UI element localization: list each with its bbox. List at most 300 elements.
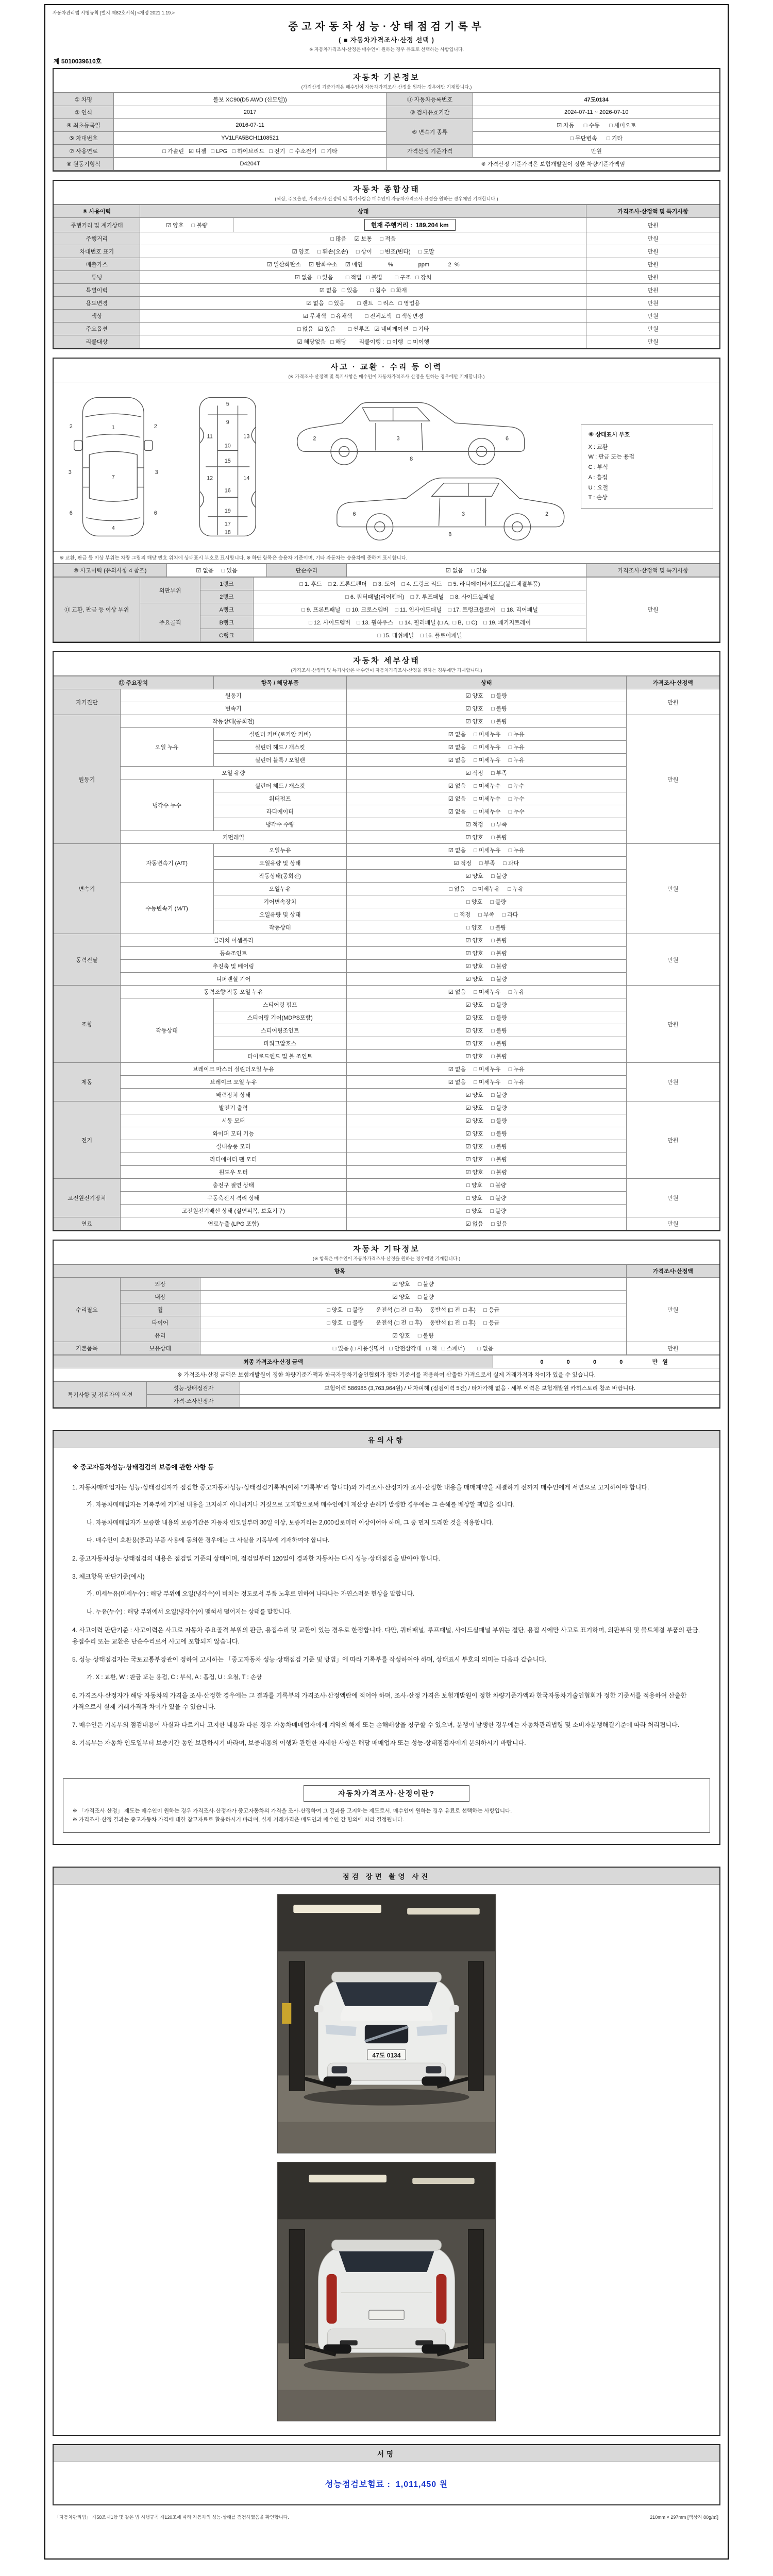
spacer [53,1417,720,1430]
photo-list [54,1885,719,2435]
document-page [44,4,729,2560]
checkbox-cell[interactable]: ☑ 양호 □ 불량 [346,1089,626,1101]
group-self-diagnosis: 자기진단 [54,689,120,715]
group-basic-items: 기본품목 [54,1342,120,1355]
checkbox-cell[interactable]: □ 적정 □ 부족 □ 과다 [346,908,626,921]
cell: 만원 [586,218,719,232]
cell: 동력조향 작동 오일 누유 [120,986,346,998]
label-odometer-state: 주행거리 및 계기상태 [54,218,140,232]
cell: 만원 [586,297,719,310]
page-footer [53,2514,720,2520]
table-row [54,106,719,119]
group-engine: 원동기 [54,715,120,844]
diagram-number: 6 [352,511,356,517]
footer-confirmation: 「자동차관리법」 제58조제1항 및 같은 법 시행규칙 제120조에 따라 자동차의 성능·상태를 점검하였음을 확인합니다. [55,2515,289,2520]
checkbox-cell[interactable]: □ 양호 □ 불량 [346,921,626,934]
rank1-checkboxes[interactable]: □ 1. 후드 □ 2. 프론트펜더 □ 3. 도어 □ 4. 트렁크 리드 □ 5. 라디에이터서포트(볼트체결부품) [254,578,586,590]
checkbox-cell[interactable]: ☑ 양호 □ 불량 [346,689,626,702]
group-transmission: 변속기 [54,844,120,934]
cell: 만원 [626,1278,719,1342]
section-overall-title [54,181,719,205]
cell: 라디에이터 [213,805,346,818]
diagram-number: 6 [69,510,73,516]
diagram-number: 2 [154,423,157,430]
checkbox-cell[interactable]: ☑ 양호 □ 불량 [346,870,626,883]
table-row [54,335,719,348]
legend-items [589,443,705,504]
checkbox-cell[interactable]: □ 없음 □ 미세누유 □ 누유 [346,883,626,895]
label-rankA: A랭크 [200,603,253,616]
checkbox-cell[interactable]: ☑ 없음 □ 미세누수 □ 누수 [346,779,626,792]
cell: 만원 [626,986,719,1063]
section-accident-history [53,358,720,643]
label-appraiser: 가격·조사산정자 [147,1395,240,1408]
cell: 브레이크 오일 누유 [120,1076,346,1089]
value-base-price: 만원 [473,145,719,158]
label-inspector: 성능·상태점검자 [147,1382,240,1395]
table-row [54,831,719,844]
spacer [53,1853,720,1867]
checkbox-cell[interactable]: ☑ 양호 □ 불량 [346,1037,626,1050]
cell: 작동상태 [120,998,213,1063]
legend-item: U : 요철 [588,484,609,491]
checkbox-cell[interactable]: ☑ 없음 □ 미세누유 □ 누유 [346,728,626,741]
usage-change-checkboxes[interactable]: ☑ 없음 □ 있음 □ 렌트 □ 리스 □ 영업용 [140,297,586,310]
checkbox-cell[interactable]: ☑ 양호 □ 불량 [346,1140,626,1153]
diagram-number: 14 [243,475,249,482]
cell: 만원 [586,271,719,284]
legend-item: C : 부식 [588,464,609,471]
cell: 만원 [586,284,719,297]
cell: 만원 [626,689,719,715]
label-inspection-period: ③ 검사유효기간 [386,106,473,119]
checkbox-cell[interactable]: ☑ 양호 □ 불량 [200,1278,626,1291]
notice-item: 가. 미세누유(미세누수) : 해당 부위에 오일(냉각수)이 비치는 정도로서 부품 노후로 인하여 나타나는 자연스러운 현상을 말합니다. [87,1591,415,1598]
checkbox-cell[interactable]: ☑ 양호 □ 불량 [346,1153,626,1166]
section-title-text: 사고 · 교환 · 수리 등 이력 [330,363,443,371]
section-title-text: 자동차 세부상태 [353,656,420,665]
cell: 만원 [626,1063,719,1101]
cell: 만원 [626,1342,719,1355]
legend-title: ※ 상태표시 부호 [588,431,630,438]
section-title-text: 자동차 기타정보 [353,1245,420,1253]
cell: 만원 [626,844,719,934]
transmission-checkboxes[interactable]: ☑ 자동 □ 수동 □ 세미오토 [473,119,719,132]
state-code-legend [581,425,713,510]
accident-history-table [54,564,719,577]
checkbox-cell[interactable]: □ 양호 □ 불량 운전석 (□ 전 □ 후) 동반석 (□ 전 □ 후) □ 응급 [200,1316,626,1329]
page-note: ※ 자동차가격조사·산정은 매수인이 원하는 경우 유료로 선택하는 사항입니다. [309,47,464,52]
group-steering: 조향 [54,986,120,1063]
value-vin: YV1LFA5BCH1108521 [113,132,386,145]
table-row [54,119,719,132]
cell: 변속기 [120,702,346,715]
section-signature [53,2444,720,2505]
rankB-checkboxes[interactable]: □ 12. 사이드멤버 □ 13. 휠하우스 □ 14. 필러패널 (□ A, □ B, □ C) □ 19. 패키지트레이 [254,616,586,629]
col-item: 항목 / 해당부품 [213,676,346,689]
cell: 실린더 헤드 / 개스킷 [213,741,346,754]
cell: 오일유량 및 상태 [213,857,346,870]
value-model-year: 2017 [113,106,386,119]
color-checkboxes[interactable]: ☑ 무채색 □ 유채색 □ 전체도색 □ 색상변경 [140,310,586,323]
label-base-price: 가격산정 기준가격 [386,145,473,158]
checkbox-cell[interactable]: ☑ 양호 □ 불량 [346,1166,626,1179]
cell: 작동상태 [213,921,346,934]
etc-info-table [54,1264,719,1355]
label-outer-panel: 외판부위 [140,578,200,603]
diagram-number: 5 [226,401,229,408]
label-reg-no: ⑪ 자동차등록번호 [386,93,473,106]
checkbox-cell[interactable]: ☑ 없음 □ 미세누수 □ 누수 [346,805,626,818]
checkbox-cell[interactable]: ☑ 양호 □ 불량 [346,947,626,960]
table-row [54,1114,719,1127]
section-title-note: (※ 항목은 매수인이 자동차가격조사·산정을 원하는 경우에만 기재합니다.) [312,1256,461,1261]
notice-item: 3. 체크항목 판단기준(예시) [72,1573,145,1581]
car-damage-diagrams [54,382,719,552]
table-row [54,973,719,986]
checkbox-cell[interactable]: ☑ 없음 □ 미세누유 □ 누유 [346,844,626,857]
cell: 수동변속기 (M/T) [120,883,213,934]
label-final-price: 최종 가격조사·산정 금액 [54,1355,493,1368]
col-price: 가격조사·산정액 [626,676,719,689]
table-row [54,883,719,895]
cell: 타이로드엔드 및 볼 조인트 [213,1050,346,1063]
table-row [54,779,719,792]
table-row [54,934,719,947]
checkbox-cell[interactable]: ☑ 양호 □ 불량 [346,1024,626,1037]
label-rank2: 2랭크 [200,590,253,603]
cell: 라디에이터 팬 모터 [120,1153,346,1166]
fuel-checkboxes[interactable]: □ 가솔린 ☑ 디젤 □ LPG □ 하이브리드 □ 전기 □ 수소전기 □ 기타 [113,145,386,158]
notice-title: 유의사항 [54,1431,719,1448]
table-row [54,284,719,297]
panel-grid [54,577,719,642]
legend-item: W : 판금 또는 용접 [588,454,635,461]
legend-item: A : 흠집 [588,474,608,481]
checkbox-cell[interactable]: □ 양호 □ 불량 [346,1192,626,1205]
checkbox-cell[interactable]: ☑ 양호 □ 불량 [346,1050,626,1063]
table-row [54,1179,719,1192]
signature-body [54,2462,719,2504]
accident-history-checkboxes[interactable]: ☑ 없음 □ 있음 [167,564,267,577]
section-title-note: (색상, 주요옵션, 가격조사·산정액 및 특기사항은 매수인이 자동차가격조사·산정을 원하는 경우에만 기재합니다.) [275,196,498,201]
label-rankB: B랭크 [200,616,253,629]
price-box-line: ※ 가격조사·산정 결과는 중고자동차 가격에 대한 참고자료로 활용하시기 바라며, 실제 거래가격은 매도인과 매수인 간 합의에 따라 결정됩니다. [73,1817,404,1823]
overall-grid [54,205,719,348]
group-repair-needed: 수리필요 [54,1278,120,1342]
checkbox-cell[interactable]: □ 양호 □ 불량 운전석 (□ 전 □ 후) 동반석 (□ 전 □ 후) □ 응급 [200,1303,626,1316]
checkbox-cell[interactable]: ☑ 양호 □ 불량 [200,1329,626,1342]
diagram-number: 3 [396,435,400,442]
appraiser-opinion [240,1395,719,1408]
col-usage-history: ⑨ 사용이력 [54,205,140,218]
overall-state-table [54,205,719,348]
rankA-checkboxes[interactable]: □ 9. 프론트패널 □ 10. 크로스멤버 □ 11. 인사이드패널 □ 17. 트렁크플로어 □ 18. 리어패널 [254,603,586,616]
checkbox-cell[interactable]: ☑ 양호 □ 불량 [346,934,626,947]
car-side-view-diagram [288,389,574,544]
mileage-level-checkboxes[interactable]: □ 많음 ☑ 보통 □ 적음 [140,232,586,245]
label-rankC: C랭크 [200,629,253,642]
table-row [54,310,719,323]
cell: 실린더 헤드 / 개스킷 [213,779,346,792]
label-holding-state: 보유상태 [120,1342,200,1355]
section-title-note: (가격산정 기준가격은 매수인이 자동차가격조사·산정을 원하는 경우에만 기재합니다.) [301,84,472,90]
table-row [54,1265,719,1278]
checkbox-cell[interactable]: ☑ 적정 □ 부족 [346,767,626,779]
detail-state-table [54,676,719,1230]
label-main-frame: 주요골격 [140,603,200,642]
label-accident-history: ⑩ 사고이력 (유의사항 4 참조) [54,564,167,577]
checkbox-cell[interactable]: ☑ 없음 □ 미세누유 □ 누유 [346,754,626,767]
table-row [54,158,719,171]
label-wheel: 휠 [120,1303,200,1316]
cell: 실린더 블록 / 오일팬 [213,754,346,767]
label-car-name: ① 차명 [54,93,113,106]
table-row [54,1355,719,1368]
cell: 스티어링 기어(MDPS포함) [213,1011,346,1024]
diagram-number: 3 [68,469,72,476]
inspection-photo-rear [277,2162,496,2421]
cell: 만원 [586,335,719,348]
cell: 발전기 출력 [120,1101,346,1114]
table-row [54,1342,719,1355]
price-box-lines [73,1807,700,1825]
cell: 시동 모터 [120,1114,346,1127]
page-subtitle: ( ■ 자동차가격조사·산정 선택 ) [339,37,434,44]
cell: 디퍼렌셜 기어 [120,973,346,986]
col-item: 항목 [54,1265,626,1278]
table-row [54,1217,719,1230]
col-price: 가격조사·산정액 [626,1265,719,1278]
table-row [54,1127,719,1140]
diagram-number: 2 [545,511,549,517]
label-first-reg: ④ 최초등록일 [54,119,113,132]
table-row [54,1278,719,1291]
table-row [54,998,719,1011]
signature-title: 서명 [54,2445,719,2462]
page-title: 중고자동차성능·상태점검기록부 [288,21,485,32]
table-row [54,205,719,218]
table-row [54,1192,719,1205]
cell: 오일 유량 [120,767,346,779]
diagram-number: 1 [111,424,115,431]
section-notice [53,1430,720,1845]
value-reg-no: 47도0134 [473,93,719,106]
table-row [54,1153,719,1166]
footer-paper-spec: 210mm × 297mm [백상지 80g/㎡] [650,2515,718,2520]
notice-item: 2. 중고자동차성능·상태점검의 내용은 점검일 기준의 상태이며, 점검일부터 120일이 경과한 자동차는 다시 성능·상태점검을 받아야 합니다. [72,1555,441,1563]
table-row [54,689,719,702]
cell: 만원 [626,1217,719,1230]
rank2-checkboxes[interactable]: □ 6. 쿼터패널(리어펜더) □ 7. 루프패널 □ 8. 사이드실패널 [254,590,586,603]
cell: 만원 [586,578,719,642]
label-usage-change: 용도변경 [54,297,140,310]
checkbox-cell[interactable]: ☑ 없음 □ 있음 [346,1217,626,1230]
cell: 추진축 및 베어링 [120,960,346,973]
tuning-checkboxes[interactable]: ☑ 없음 □ 있음 □ 적법 □ 불법 □ 구조 □ 장치 [140,271,586,284]
transmission-checkboxes-2[interactable]: □ 무단변속 □ 기타 [473,132,719,145]
cell: 만원 [626,715,719,844]
notice-item: 4. 사고이력 판단기준 : 사고이력은 사고로 자동차 주요골격 부위의 판금, 용접수리 및 교환이 있는 경우로 한정합니다. 다만, 쿼터패널, 루프패널, 사이드실패널 부위는 절단, 용접 시에만 사고로 표기하며, 외판부위 및 볼트체결 부품의 판금, 용접수리 또는 교환은 단순수리로서 사고에 포함되지 않습니다. [72,1626,700,1646]
notice-item: 나. 누유(누수) : 해당 부위에서 오일(냉각수)이 맺혀서 떨어지는 상태를 말합니다. [87,1608,292,1615]
section-title-note: (가격조사·산정액 및 특기사항은 매수인이 자동차가격조사·산정을 원하는 경우에만 기재합니다.) [291,668,482,673]
table-row [54,960,719,973]
table-row [54,297,719,310]
label-color: 색상 [54,310,140,323]
photo-license-plate: 47도 0134 [372,2052,401,2059]
emission-checkboxes[interactable]: ☑ 일산화탄소 ☑ 탄화수소 ☑ 매연 % ppm 2 % [140,258,586,271]
table-row [54,1076,719,1089]
table-row [54,245,719,258]
section-accident-title [54,359,719,382]
cell: 오일누유 [213,883,346,895]
checkbox-cell[interactable]: ☑ 없음 □ 미세누유 □ 누유 [346,986,626,998]
table-row [54,986,719,998]
checkbox-cell[interactable]: ☑ 양호 □ 불량 [200,1291,626,1303]
table-row [54,145,719,158]
special-history-checkboxes[interactable]: ☑ 없음 □ 있음 □ 침수 □ 화재 [140,284,586,297]
checkbox-cell[interactable]: ☑ 양호 □ 불량 [346,960,626,973]
insurance-fee-value: 1,011,450 원 [395,2480,448,2489]
cell: 오일 누유 [120,728,213,767]
checkbox-cell[interactable]: ☑ 양호 □ 불량 [346,715,626,728]
label-rank1: 1랭크 [200,578,253,590]
col-price-remarks: 가격조사·산정액 및 특기사항 [586,205,719,218]
checkbox-cell[interactable]: ☑ 양호 □ 불량 [346,702,626,715]
cell: 냉각수 수량 [213,818,346,831]
table-row [54,767,719,779]
label-options: 주요옵션 [54,323,140,335]
opinion-grid [54,1381,719,1408]
checkbox-cell[interactable]: ☑ 없음 □ 미세누수 □ 누수 [346,792,626,805]
rankC-checkboxes[interactable]: □ 15. 대쉬패널 □ 16. 플로어패널 [254,629,586,642]
section-title-note: (※ 가격조사·산정액 및 특기사항은 매수인이 자동차가격조사·산정을 원하는 경우에만 기재합니다.) [288,374,485,379]
value-final-price: 0 0 0 0 만원 [493,1355,719,1368]
simple-repair-checkboxes[interactable]: ☑ 없음 □ 있음 [346,564,586,577]
label-transmission: ⑥ 변속기 종류 [386,119,473,145]
panel-repair-table [54,577,719,642]
options-checkboxes[interactable]: □ 없음 ☑ 있음 □ 썬루프 ☑ 네비게이션 □ 기타 [140,323,586,335]
checkbox-cell[interactable]: □ 있음 (□ 사용설명서 □ 안전삼각대 □ 잭 □ 스패너) □ 없음 [200,1342,626,1355]
col-major-device: ⑫ 주요장치 [54,676,213,689]
cell: 만원 [626,934,719,986]
recall-checkboxes[interactable]: ☑ 해당없음 □ 해당 리콜이행 : □ 이행 □ 미이행 [140,335,586,348]
value-first-reg: 2016-07-11 [113,119,386,132]
cell: 배력장치 상태 [120,1089,346,1101]
legend-item: X : 교환 [588,444,608,450]
vin-marking-checkboxes[interactable]: ☑ 양호 □ 훼손(오손) □ 상이 □ 변조(변타) □ 도말 [140,245,586,258]
table-row [54,1101,719,1114]
cell: 실린더 커버(로커암 커버) [213,728,346,741]
group-fuel: 연료 [54,1217,120,1230]
cell: 냉각수 누수 [120,779,213,831]
table-row [54,715,719,728]
checkbox-cell[interactable]: ☑ 양호 □ 불량 [346,1011,626,1024]
checkbox-cell[interactable]: □ 양호 □ 불량 [346,1179,626,1192]
label-glass: 유리 [120,1329,200,1342]
checkbox-cell[interactable]: ☑ 없음 □ 미세누유 □ 누유 [346,1063,626,1076]
label-vin: ⑤ 차대번호 [54,132,113,145]
diagram-number: 4 [111,525,115,532]
cell: 파워고압호스 [213,1037,346,1050]
diagram-number: 10 [224,443,231,449]
notice-body [54,1448,719,1765]
cell: 만원 [626,1179,719,1217]
cell: 고전원전기배선 상태 (절연피복, 보호기구) [120,1205,346,1217]
notice-item: 7. 매수인은 기록부의 점검내용이 사실과 다르거나 고지한 내용과 다른 경우 자동차매매업자에게 계약의 해제 또는 손해배상을 청구할 수 있으며, 분쟁이 발생한 경우에는 자동차관리법령 및 소비자분쟁해결기준에 따라 처리됩니다. [72,1721,680,1729]
group-high-voltage: 고전원전기장치 [54,1179,120,1217]
form-reference: 자동차관리법 시행규칙 [별지 제82호서식] <개정 2021.1.19.> [53,10,175,15]
opinion-table [54,1381,719,1408]
cell: 기어변속장치 [213,895,346,908]
base-price-note: ※ 가격산정 기준가격은 보험개발원이 정한 차량기준가액임 [386,158,719,171]
basic-grid [54,93,719,171]
odometer-state-checkboxes[interactable]: ☑ 양호 □ 불량 [140,218,233,232]
label-panel-repair: ⑪ 교환, 판금 등 이상 부위 [54,578,140,642]
table-row [54,218,719,232]
checkbox-cell[interactable]: ☑ 양호 □ 불량 [346,1127,626,1140]
cell: 브레이크 마스터 실린더오일 누유 [120,1063,346,1076]
cell: 만원 [626,1101,719,1179]
table-row [54,93,719,106]
diagram-number: 3 [462,511,465,517]
section-detail-state [53,651,720,1231]
checkbox-cell[interactable]: □ 양호 □ 불량 [346,1205,626,1217]
cell: 작동상태(공회전) [120,715,346,728]
checkbox-cell[interactable]: ☑ 양호 □ 불량 [346,973,626,986]
price-box-line: ※ 「가격조사·산정」 제도는 매수인이 원하는 경우 가격조사·산정자가 중고자동차의 가격을 조사·산정하여 그 결과를 고지하는 제도로서, 매수인이 원하는 경우 유료로 선택하는 사항입니다. [73,1807,512,1814]
section-basic-info [53,68,720,172]
diagram-number: 2 [69,423,73,430]
diagram-number: 11 [207,433,213,440]
price-appraisal-info-box [63,1778,710,1833]
notice-item: 가. X : 교환, W : 판금 또는 용접, C : 부식, A : 흠집, U : 요철, T : 손상 [87,1674,262,1681]
checkbox-cell[interactable]: ☑ 적정 □ 부족 [346,818,626,831]
acc-grid [54,564,719,577]
diagram-note: ※ 교환, 판금 등 이상 부위는 차량 그림의 해당 번호 위치에 상태표시 부호로 표시합니다. ※ 하단 항목은 승용차 기준이며, 기타 자동차는 승용차에 준하여 표시합니다. [54,552,719,564]
label-special-history: 특별이력 [54,284,140,297]
checkbox-cell[interactable]: ☑ 없음 □ 미세누유 □ 누유 [346,741,626,754]
diagram-number: 18 [224,529,231,536]
checkbox-cell[interactable]: □ 양호 □ 불량 [346,895,626,908]
label-tire: 타이어 [120,1316,200,1329]
cell: 오일유량 및 상태 [213,908,346,921]
inspection-photo-front [277,1894,496,2154]
final-price-table [54,1355,719,1381]
label-recall: 리콜대상 [54,335,140,348]
notice-item: 5. 성능·상태점검자는 국토교통부장관이 정하여 고시하는 「중고자동차 성능·상태점검 기준 및 방법」에 따라 기록부를 작성하여야 하며, 상태표시 부호의 의미는 다음과 같습니다. [72,1656,547,1664]
diagram-number: 6 [506,435,509,442]
cell: 만원 [586,258,719,271]
checkbox-cell[interactable]: ☑ 양호 □ 불량 [346,831,626,844]
checkbox-cell[interactable]: ☑ 적정 □ 부족 □ 과다 [346,857,626,870]
cell: 자동변속기 (A/T) [120,844,213,883]
table-row [54,564,719,577]
cell: 윈도우 모터 [120,1166,346,1179]
label-fuel: ⑦ 사용연료 [54,145,113,158]
table-row [54,947,719,960]
section-title-text: 자동차 종합상태 [353,185,420,194]
table-row [54,1395,719,1408]
table-row [54,1205,719,1217]
checkbox-cell[interactable]: ☑ 양호 □ 불량 [346,998,626,1011]
label-emission: 배출가스 [54,258,140,271]
checkbox-cell[interactable]: ☑ 없음 □ 미세누유 □ 누유 [346,1076,626,1089]
checkbox-cell[interactable]: ☑ 양호 □ 불량 [346,1114,626,1127]
document-number: 제 5010039610호 [54,58,102,65]
checkbox-cell[interactable]: ☑ 양호 □ 불량 [346,1101,626,1114]
section-inspection-photos [53,1867,720,2436]
